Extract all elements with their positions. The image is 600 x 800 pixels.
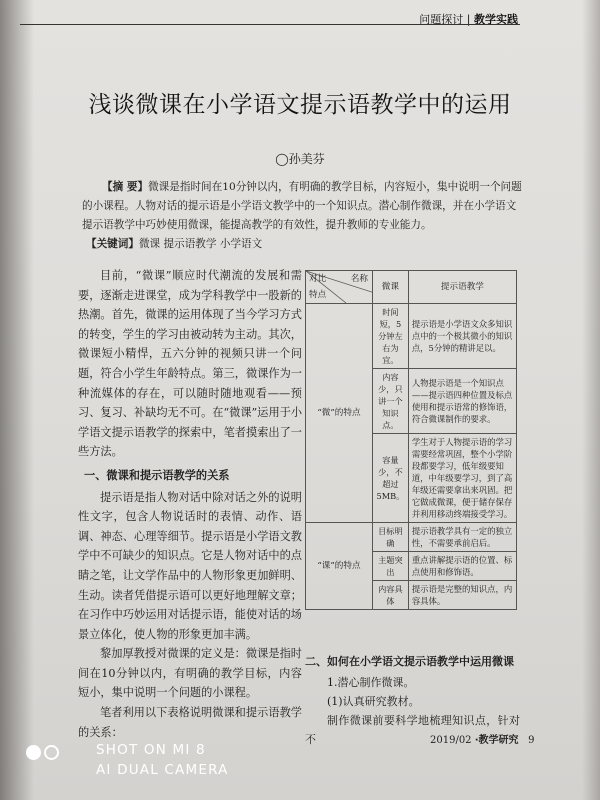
table-corner-cell — [306, 271, 373, 304]
section-prefix: 问题探讨 — [419, 13, 464, 26]
paragraph: 黎加厚教授对微课的定义是：微课是指时间在10分钟以内，有明确的教学目标，内容短小，集中说明一个问题的小课程。 — [78, 647, 302, 700]
section-heading: 二、如何在小学语文提示语教学中运用微课 — [305, 655, 514, 668]
article-title: 浅谈微课在小学语文提示语教学中的运用 — [88, 92, 512, 118]
table-cell: 人物提示语是一个知识点——提示语四种位置及标点使用和提示语常的修饰语，符合微课制作的要求。 — [408, 369, 516, 434]
section-name: 教学实践 — [474, 13, 518, 26]
journal-name: ·教学研究 — [474, 735, 519, 746]
comparison-table — [305, 270, 517, 610]
subheading: 1.潜心制作微课。 — [327, 676, 415, 689]
table-row — [306, 523, 517, 552]
section-tag: 问题探讨 | 教学实践 — [419, 13, 518, 26]
table-cell: 学生对于人物提示语的学习需要经常巩固，整个小学阶段都要学习，低年级要知道，中年级要学习，到了高年级还需要拿出来巩固。把它做成微课，便于储存保存并利用移动终端接受学习。 — [408, 434, 516, 523]
issue-date: 2019/02 — [430, 735, 472, 746]
page-shadow — [0, 0, 34, 800]
keywords — [86, 236, 262, 251]
section-heading: 一、微课和提示语教学的关系 — [84, 468, 230, 482]
page-shadow — [582, 0, 600, 800]
camera-dot-icon — [26, 745, 41, 760]
page-footer — [430, 731, 534, 746]
paragraph: 提示语是指人物对话中除对话之外的说明性文字，包含人物说话时的表情、动作、语调、神态、心理等细节。提示语是小学语文教学中不可缺少的知识点。它是人物对话中的点睛之笔，让文学作品中的人物形象更加鲜明、生动。读者凭借提示语可以更好地理解文章；在习作中巧妙运用对话提示语，能使对话的场景立体化，使人物的形象更加丰满。 — [78, 490, 302, 641]
corner-feature: 特点 — [309, 290, 327, 300]
table-cell: 目标明确 — [373, 523, 409, 552]
table-cell: 提示语是小学语文众多知识点中的一个极其微小的知识点，5分钟的精讲足以。 — [408, 304, 516, 369]
table-cell: 内容少，只讲一个知识点。 — [373, 369, 409, 434]
camera-ring-icon — [44, 745, 59, 760]
column-header-weike: 微课 — [373, 271, 409, 304]
table-cell: 重点讲解提示语的位置、标点使用和修饰语。 — [408, 552, 516, 581]
table-cell: 提示语教学具有一定的独立性，不需要承前启后。 — [408, 523, 516, 552]
table-cell: 提示语是完整的知识点，内容具体。 — [408, 581, 516, 610]
watermark-line: AI DUAL CAMERA — [96, 762, 229, 778]
paragraph: 笔者利用以下表格说明微课和提示语教学的关系： — [78, 706, 302, 739]
author: ◯孙美芬 — [275, 152, 325, 166]
watermark-line: SHOT ON MI 8 — [96, 742, 206, 758]
table-cell: 主题突出 — [373, 552, 409, 581]
header-rule — [20, 24, 520, 25]
abstract — [82, 178, 522, 235]
group-label-wei: “微”的特点 — [306, 304, 373, 523]
camera-watermark — [96, 740, 229, 780]
paragraph: 目前，“微课”顺应时代潮流的发展和需要，逐渐走进课堂，成为学科教学中一股新的热潮。首先，微课的运用体现了当今学习方式的转变，学生的学习由被动转为主动。其次，微课短小精悍，五六分钟的视频只讲一个问题，符合小学生年龄特点。第三，微课作为一种流媒体的存在，可以随时随地观看——预习、复习、补缺均无不可。在“微课”运用于小学语文提示语教学的探索中，笔者摸索出了一些方法。 — [78, 269, 303, 459]
page-number: 9 — [528, 735, 535, 746]
abstract-label: 【摘 要】 — [102, 181, 149, 193]
subheading: (1)认真研究教材。 — [327, 695, 420, 708]
keywords-label: 【关键词】 — [86, 238, 139, 250]
table-cell: 内容具体 — [373, 581, 409, 610]
camera-logo — [26, 745, 62, 764]
table-cell: 时间短，5分钟左右为宜。 — [373, 304, 409, 369]
corner-name: 名称 — [350, 274, 368, 284]
table-row — [306, 304, 517, 369]
table-cell: 容量少，不超过5MB。 — [373, 434, 409, 523]
left-column — [78, 266, 302, 742]
keywords-text: 微课 提示语教学 小学语文 — [138, 238, 263, 250]
corner-contrast: 对比 — [309, 274, 327, 284]
abstract-text: 微课是指时间在10分钟以内，有明确的教学目标，内容短小，集中说明一个问题的小课程。人物对话的提示语是小学语文教学中的一个知识点。潜心制作微课，并在小学语文提示语教学中巧妙使用微课，能提高教学的有效性，提升教师的专业能力。 — [82, 181, 522, 231]
group-label-ke: “课”的特点 — [306, 523, 373, 610]
paragraph: 制作微课前要科学地梳理知识点，针对不 — [305, 714, 520, 746]
column-header-tishiyu: 提示语教学 — [408, 271, 516, 304]
